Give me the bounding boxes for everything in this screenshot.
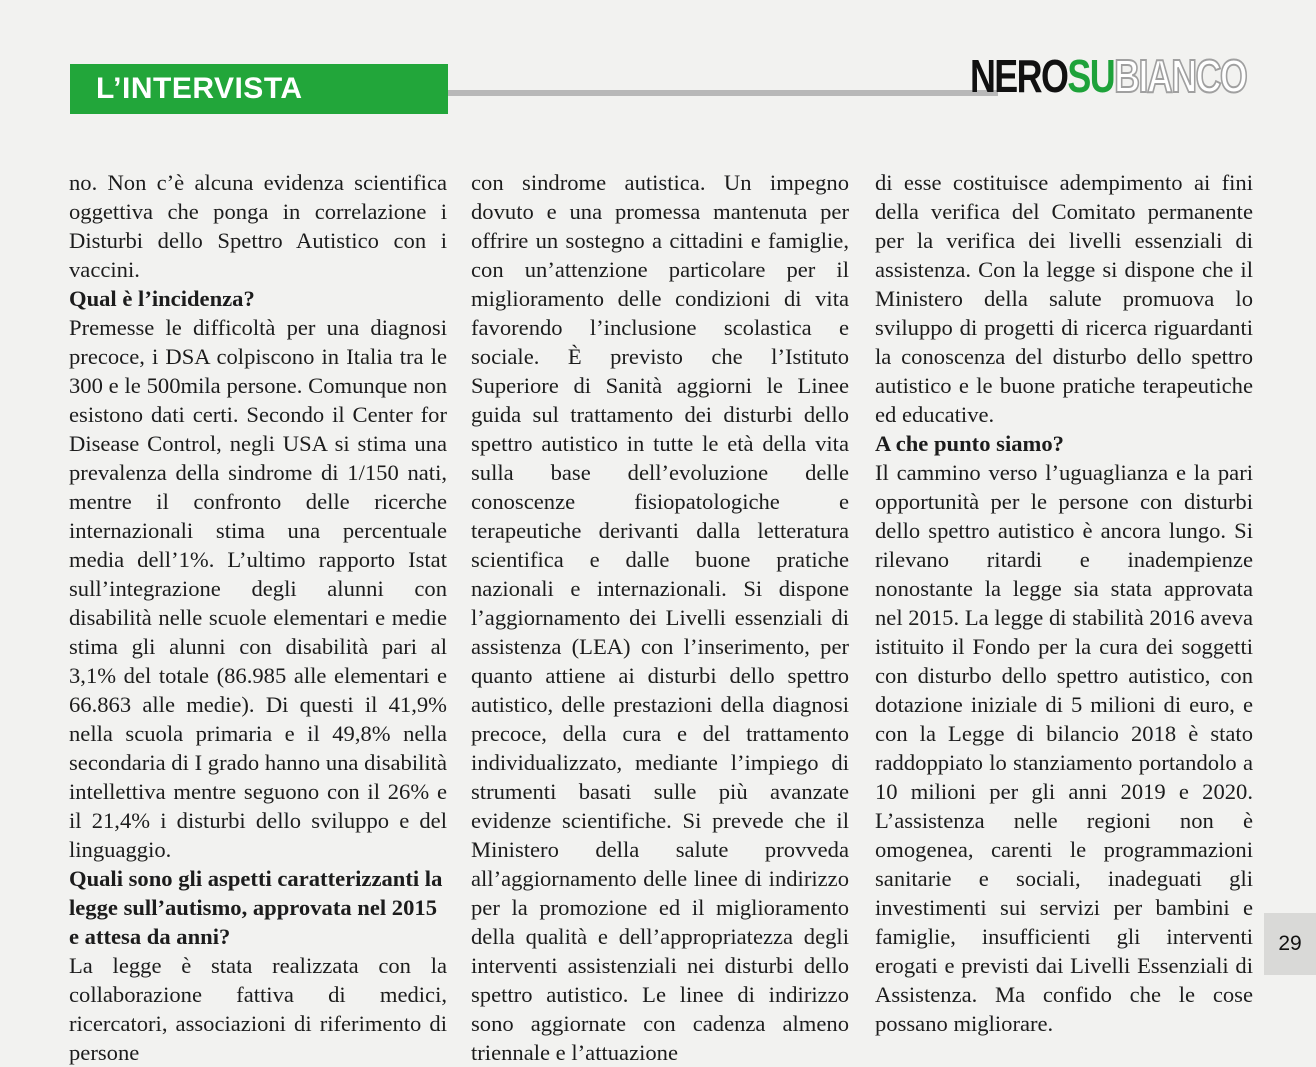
paragraph: con sindrome autistica. Un impegno dovuto e una promessa mantenuta per offrire un sostegno a cittadini e famiglie, con un’attenzione particolare per il miglioramento delle condizioni di vita favorendo l’inclusione scolastica e sociale. È previsto che l’Istituto Superiore di Sanità aggiorni le Linee guida sul trattamento dei disturbi dello spettro autistico in tutte le età della vita sulla base dell’evoluzione delle conoscenze fisiopatologiche e terapeutiche derivanti dalla letteratura scientifica e dalle buone pratiche nazionali e internazionali. Si dispone l’aggiornamento dei Livelli essenziali di assistenza (LEA) con l’inserimento, per quanto attiene ai disturbi dello spettro autistico, delle prestazioni della diagnosi precoce, della cura e del trattamento individualizzato, mediante l’impiego di strumenti basati sulle più avanzate evidenze scientifiche. Si prevede che il Ministero della salute provveda all’aggiornamento delle linee di indirizzo per la promozione ed il miglioramento della qualità e dell’appropriatezza degli interventi assistenziali nei disturbi dello spettro autistico. Le linee di indirizzo sono aggiornate con cadenza almeno triennale e l’attuazione xyxy=(471,170,849,1065)
interview-question: Qual è l’incidenza? xyxy=(69,286,255,311)
interview-question: A che punto siamo? xyxy=(875,431,1064,456)
section-title: L’INTERVISTA xyxy=(70,64,448,114)
article-column-2 xyxy=(471,168,849,1067)
logo-part-nero: NERO xyxy=(969,50,1068,102)
logo-part-bianco: BIANCO xyxy=(1113,50,1246,102)
magazine-logo xyxy=(970,52,1246,100)
article-column-1 xyxy=(69,168,447,1067)
paragraph: La legge è stata realizzata con la collaborazione fattiva di medici, ricercatori, associazioni di riferimento di persone xyxy=(69,953,447,1065)
paragraph: Premesse le difficoltà per una diagnosi precoce, i DSA colpiscono in Italia tra le 300 e le 500mila persone. Comunque non esistono dati certi. Secondo il Center for Disease Control, negli USA si stima una prevalenza della sindrome di 1/150 nati, mentre il confronto delle ricerche internazionali stima una percentuale media dell’1%. L’ultimo rapporto Istat sull’integrazione degli alunni con disabilità nelle scuole elementari e medie stima gli alunni con disabilità pari al 3,1% del totale (86.985 alle elementari e 66.863 alle medie). Di questi il 41,9% nella scuola primaria e il 49,8% nella secondaria di I grado hanno una disabilità intellettiva mentre seguono con il 26% e il 21,4% i disturbi dello sviluppo e del linguaggio. xyxy=(69,315,447,862)
page-number: 29 xyxy=(1264,913,1316,975)
interview-question: Quali sono gli aspetti caratterizzanti la legge sull’autismo, approvata nel 2015 e attesa da anni? xyxy=(69,866,443,949)
paragraph: di esse costituisce adempimento ai fini della verifica del Comitato permanente per la verifica dei livelli essenziali di assistenza. Con la legge si dispone che il Ministero della salute promuova lo sviluppo di progetti di ricerca riguardanti la conoscenza del disturbo dello spettro autistico e le buone pratiche terapeutiche ed educative. xyxy=(875,170,1253,427)
paragraph: Il cammino verso l’uguaglianza e la pari opportunità per le persone con disturbi dello spettro autistico è ancora lungo. Si rilevano ritardi e inadempienze nonostante la legge sia stata approvata nel 2015. La legge di stabilità 2016 aveva istituito il Fondo per la cura dei soggetti con disturbo dello spettro autistico, con dotazione iniziale di 5 milioni di euro, e con la Legge di bilancio 2018 è stato raddoppiato lo stanziamento portandolo a 10 milioni per gli anni 2019 e 2020. L’assistenza nelle regioni non è omogenea, carenti le programmazioni sanitarie e sociali, inadeguati gli investimenti sui servizi per bambini e famiglie, insufficienti gli interventi erogati e previsti dai Livelli Essenziali di Assistenza. Ma confido che le cose possano migliorare. xyxy=(875,460,1253,1036)
paragraph: no. Non c’è alcuna evidenza scientifica oggettiva che ponga in correlazione i Disturbi dello Spettro Autistico con i vaccini. xyxy=(69,170,447,282)
logo-part-su: SU xyxy=(1067,50,1114,102)
article-column-3 xyxy=(875,168,1253,1038)
header-rule xyxy=(448,90,998,96)
